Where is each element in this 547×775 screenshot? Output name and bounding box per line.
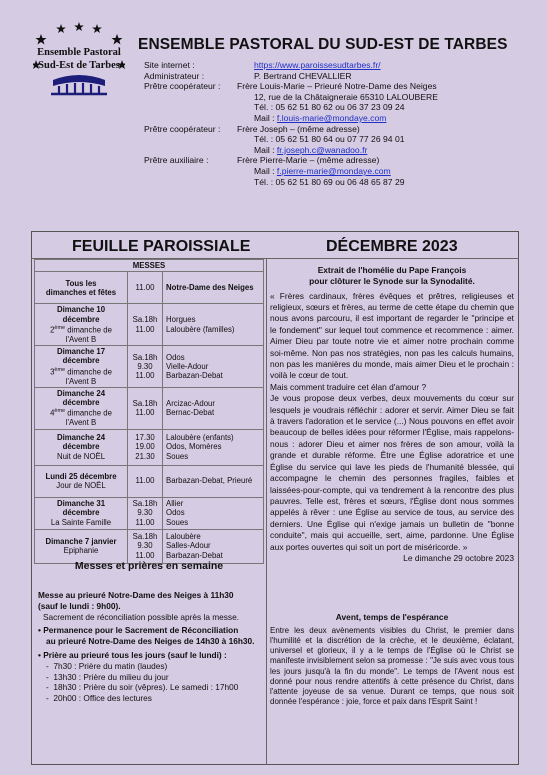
contact-value[interactable] [254,145,367,156]
semaine-messe: Messe au prieuré Notre-Dame des Neiges à 11h30 [38,590,234,600]
mass-day-line: l'Avent B [65,418,97,428]
mass-place: Soues [166,517,189,527]
mass-time: 19.00 [135,442,155,452]
semaine-priere: • Prière au prieuré tous les jours (sauf le lundi) : [38,649,227,660]
masses-heading: MESSES [35,260,264,272]
mass-places [163,272,264,304]
contact-label: Prêtre auxiliaire : [144,155,209,166]
mass-day [35,465,128,497]
homily-title-1: Extrait de l'homélie du Pape François [317,265,467,275]
mass-day-line: Jour de NOËL [56,481,106,491]
contact-text: Mail : [254,113,277,123]
column-divider [266,258,267,765]
contact-text: Mail : [254,166,277,176]
mass-time: 11.00 [135,476,155,486]
mass-row [35,429,264,465]
feuille-title: FEUILLE PAROISSIALE [72,238,251,255]
mass-place: Horgues [166,315,196,325]
avent-block [270,612,514,707]
mass-day-line: Lundi 25 décembre [45,471,117,481]
mass-places [163,429,264,465]
mass-day-line: 3ème dimanche de [50,366,112,377]
mass-day-line: La Sainte Famille [50,517,112,527]
mass-time: 21.30 [135,451,155,461]
email-link[interactable]: fr.joseph.c@wanadoo.fr [276,144,368,155]
mass-times [128,465,163,497]
contact-text: Frère Joseph – (même adresse) [237,123,360,134]
masses-table [34,259,264,564]
semaine-permanence: • Permanence pour le Sacrement de Réconciliation [38,625,239,636]
mass-day [35,497,128,529]
email-link[interactable]: f.louis-marie@mondaye.com [276,113,387,123]
mass-day [35,346,128,388]
avent-body: Entre les deux avènements visibles du Christ, le premier dans l'humilité et la discrétion de la crèche, et le deuxième, éclatant, universel et glorieux, il y a le temps de l'Église où le Christ se manifeste invisiblement selon sa promesse : "Je suis avec vous tous les jours jusqu'à la fin du monde". Le temps de l'Avent nous est donné pour nous rendre attentifs à cette présence du Christ, dans l'attente joyeuse de sa venue. Durant ce temps, que nous soit donnée l'espérance : joie, force et paix dans l'Esprit Saint ! [270,625,514,707]
mass-times [128,304,163,346]
logo-text-line2: Sud-Est de Tarbes [38,60,120,71]
homily-question: Mais comment traduire cet élan d'amour ? [270,381,427,392]
mass-day-line: Dimanche 10 décembre [56,305,106,324]
mass-day-line: dimanches et fêtes [45,287,117,297]
mass-place: Salles-Adour [166,541,211,551]
priere-item-text: 18h30 : Prière du soir (vêpres). Le samedi : 17h00 [53,682,239,693]
mass-place: Barbazan-Debat [166,371,223,381]
mass-day-line: Dimanche 17 décembre [56,347,106,366]
mass-time: 11.00 [135,324,155,334]
mass-row [35,497,264,529]
homily-body: « Frères cardinaux, frères évêques et prêtres, religieuses et religieux, sœurs et frères, au terme de cette étape du chemin que nous avons parcouru, il est important de regarder le "principe et le fondement" sur lequel tout commence et recommence : aimer. Aimer Dieu par toute notre vie et aimer notre prochain comme soi-même. Non pas nos stratégies, non pas les calculs humains, non pas les manières du monde, mais aimer Dieu et le prochain : voilà le cœur de tout. [270,290,514,381]
priere-heading: Prière au prieuré tous les jours (sauf le lundi) : [43,649,227,660]
mass-time: 11.00 [135,408,155,418]
mass-place: Odos [166,352,185,362]
mass-places [163,346,264,388]
mass-places [163,497,264,529]
homily-title-2: pour clôturer le Synode sur la Synodalité. [309,275,475,286]
contact-value [237,124,360,135]
website-link[interactable]: https://www.paroissesudtarbes.fr/ [254,60,381,70]
mass-day-line: l'Avent B [65,376,97,386]
mass-time: 11.00 [135,371,155,381]
contact-value [237,81,437,92]
priere-item: - 18h30 : Prière du soir (vêpres). Le samedi : 17h00 [46,682,239,693]
mass-day-line: 2ème dimanche de [50,324,112,335]
mass-time: 9.30 [137,541,153,551]
mass-places [163,465,264,497]
mass-place: Laloubère (enfants) [166,433,234,443]
homily-block [270,265,514,564]
contact-text: P. Bertrand CHEVALLIER [254,70,352,81]
priere-item: - 7h30 : Prière du matin (laudes) [46,660,168,671]
contact-value [254,71,352,82]
homily-date: Le dimanche 29 octobre 2023 [403,552,514,563]
mass-row [35,529,264,563]
mass-place: Allier [166,499,184,509]
mass-time: 11.00 [135,550,155,560]
contact-label: Administrateur : [144,70,205,81]
contact-text: Tél. : 05 62 51 80 62 ou 06 37 23 09 24 [254,102,405,113]
mass-day [35,272,128,304]
priere-item-text: 7h30 : Prière du matin (laudes) [53,660,168,671]
mass-day-line: Dimanche 24 décembre [56,433,106,452]
pastoral-logo [33,22,125,102]
semaine-title: Messes et prières en semaine [74,560,224,572]
mass-place: Bernac-Debat [166,408,215,418]
contact-value [237,155,379,166]
contact-text: Tél. : 05 62 51 80 64 ou 07 77 26 94 01 [254,134,405,145]
mass-day [35,529,128,563]
mass-row [35,304,264,346]
homily-body-2: Je vous propose deux verbes, deux mouvements du cœur sur lesquels je voudrais réfléchir : adorer et servir. Aimer Dieu se fait à travers l'adoration et le service (...) Nous pouvons en effet avoir beaucoup de belles idées pour réformer l'Église, mais rappelons-nous : adorer Dieu et aimer nos frères de son amour, voilà la grande et durable réforme. Être une Église adoratrice et une Église du service qui lave les pieds de l'humanité blessée, qui accompagne le chemin des personnes fragiles, faibles et laissées-pour-compte, qui va tendrement à la rencontre des plus pauvres. Telle est, frères et sœurs, l'Église dont nous sommes appelés à rêver : une Église au service de tous, au service des derniers. Une Église qui n'exige jamais un bulletin de "bonne conduite", mais qui accueille, sert, aime, pardonne. Une Église aux portes ouvertes qui soit un port de miséricorde. » [270,393,514,552]
contact-value[interactable] [254,113,386,124]
mass-time: 11.00 [135,517,155,527]
mass-day-line: l'Avent B [65,334,97,344]
priere-item: - 13h30 : Prière du milieu du jour [46,671,169,682]
mass-places [163,304,264,346]
mass-time: 9.30 [137,361,153,371]
priere-item-text: 13h30 : Prière du milieu du jour [53,671,169,682]
mass-time: 9.30 [137,508,153,518]
page-title: ENSEMBLE PASTORAL DU SUD-EST DE TARBES [138,36,508,53]
mass-time: 17.30 [135,433,155,443]
mass-times [128,429,163,465]
mass-place: Odos [166,508,185,518]
mass-places [163,387,264,429]
mass-place: Laloubère (familles) [166,324,235,334]
mass-day-line: Nuit de NOËL [56,451,106,461]
mass-time: Sa.18h [132,499,158,509]
mass-place: Soues [166,451,189,461]
priere-item: - 20h00 : Office des lectures [46,693,152,704]
contact-value[interactable] [254,166,391,177]
mass-time: Sa.18h [132,315,158,325]
mass-time: 11.00 [135,283,155,293]
contact-label: Site internet : [144,60,195,70]
mass-place: Vielle-Adour [166,361,209,371]
mass-row [35,465,264,497]
permanence-line2: au prieuré Notre-Dame des Neiges de 14h30 à 16h30. [46,636,255,647]
mass-row [35,272,264,304]
mass-day-line: Dimanche 31 décembre [56,499,106,518]
mass-times [128,346,163,388]
month-title: DÉCEMBRE 2023 [326,238,458,255]
mass-time: Sa.18h [132,352,158,362]
mass-place: Odos, Momères [166,442,222,452]
permanence-line1: Permanence pour le Sacrement de Réconciliation [43,625,239,636]
mass-day-line: 4ème dimanche de [50,408,112,419]
mass-place: Barbazan-Debat [166,550,223,560]
mass-day [35,429,128,465]
mass-day-line: Dimanche 24 décembre [56,388,106,408]
mass-times [128,529,163,563]
contact-value [254,177,405,188]
mass-time: Sa.18h [132,532,158,542]
priere-list [38,661,264,704]
contact-label: Prêtre coopérateur : [144,123,221,134]
mass-times [128,387,163,429]
contact-value[interactable] [254,60,381,71]
contact-value [254,92,438,103]
semaine-block [38,590,264,704]
avent-title: Avent, temps de l'espérance [335,612,449,622]
contact-text: 12, rue de la Châtaigneraie 65310 LALOUBERE [254,91,438,102]
contact-value [254,102,405,113]
contact-text: Frère Pierre-Marie – (même adresse) [237,155,380,166]
mass-place: Arcizac-Adour [166,398,215,408]
mass-day-line: Epiphanie [63,546,99,556]
contact-text: Mail : [254,144,277,155]
mass-place: Barbazan-Debat, Prieuré [166,476,253,486]
mass-places [163,529,264,563]
contact-label: Prêtre coopérateur : [144,81,221,92]
mass-times [128,272,163,304]
mass-row [35,346,264,388]
contact-value [254,134,405,145]
priere-item-text: 20h00 : Office des lectures [53,693,152,704]
mass-times [128,497,163,529]
mass-day [35,387,128,429]
semaine-messe-lundi: (sauf le lundi : 9h00). [38,600,121,611]
contact-text: Tél. : 05 62 51 80 69 ou 06 48 65 87 29 [254,176,405,187]
mass-row [35,387,264,429]
contact-text: Frère Louis-Marie – Prieuré Notre-Dame des Neiges [237,81,437,92]
mass-day [35,304,128,346]
email-link[interactable]: f.pierre-marie@mondaye.com [276,166,391,176]
mass-place: Laloubère [166,532,201,542]
logo-text-line1: Ensemble Pastoral [37,47,121,58]
mass-day-line: Tous les [65,278,97,288]
mass-time: Sa.18h [132,398,158,408]
mass-day-line: Dimanche 7 janvier [45,536,117,546]
semaine-reconciliation: Sacrement de réconciliation possible après la messe. [43,611,239,622]
mass-place: Notre-Dame des Neiges [166,283,254,293]
